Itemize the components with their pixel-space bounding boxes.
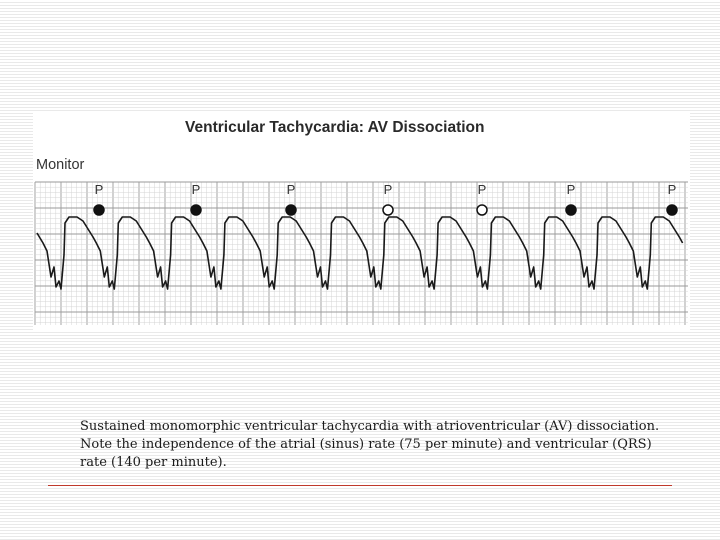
p-wave-marker-filled xyxy=(94,205,104,215)
p-wave-marker-open xyxy=(477,205,487,215)
ecg-strip xyxy=(33,112,690,330)
p-wave-label: P xyxy=(286,182,296,197)
monitor-label: Monitor xyxy=(36,157,85,173)
ecg-figure xyxy=(33,112,690,330)
p-wave-marker-open xyxy=(383,205,393,215)
p-wave-label: P xyxy=(566,182,576,197)
p-wave-label: P xyxy=(94,182,104,197)
p-wave-label: P xyxy=(383,182,393,197)
p-wave-label: P xyxy=(667,182,677,197)
divider-rule xyxy=(48,485,672,486)
figure-caption: Sustained monomorphic ventricular tachycardia with atrioventricular (AV) dissociation. Note the independence of the atrial (sinus) rate (75 per minute) and ventricular (QRS) rate (140 per minute). xyxy=(80,419,660,470)
ecg-grid xyxy=(35,182,688,325)
p-wave-label: P xyxy=(477,182,487,197)
p-wave-marker-filled xyxy=(566,205,576,215)
p-wave-marker-filled xyxy=(667,205,677,215)
figure-title: Ventricular Tachycardia: AV Dissociation xyxy=(185,119,485,136)
p-wave-marker-filled xyxy=(286,205,296,215)
p-wave-marker-filled xyxy=(191,205,201,215)
p-wave-label: P xyxy=(191,182,201,197)
